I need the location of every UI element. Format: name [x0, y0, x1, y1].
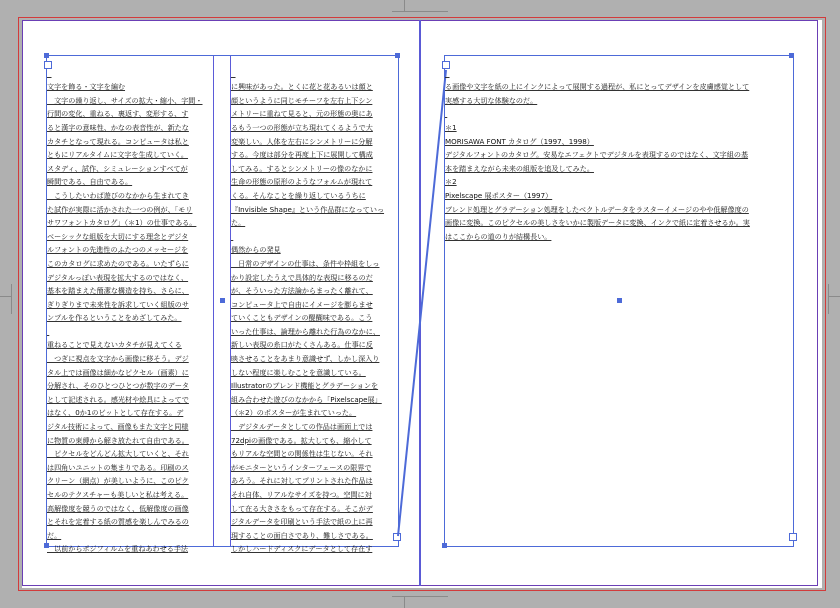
- text-line: いった仕事は、論理から離れた行為のなかに、: [231, 326, 380, 336]
- text-line: ブレンド処理とグラデーション処理をしたベクトルデータをラスターイメージのやや低解像度の: [445, 204, 749, 214]
- text-line: [47, 325, 213, 339]
- text-line: ると漢字の意味性、かなの表音性が、新たな: [47, 122, 189, 132]
- text-line: に興味があった。とくに花と花あるいは顔と: [231, 82, 373, 92]
- text-line: して在る大きさをもって存在する。そこがデ: [231, 503, 373, 513]
- text-line: カタチとなって現れる。コンピュータは私と: [47, 136, 189, 146]
- text-line: 顔というように同じモチーフを左右上下シン: [231, 95, 373, 105]
- text-line: クリーン（網点）が美しいように、このピク: [47, 476, 189, 486]
- text-line: 行間の変化、重ねる、裏返す、変形する、す: [47, 109, 189, 119]
- text-line: 現することの面白さであり、難しさである。: [231, 530, 373, 540]
- crop-mark: [828, 284, 829, 314]
- text-line: 新しい表現の糸口がたくさんある。仕事に反: [231, 340, 373, 350]
- text-line: 文字の繰り返し、サイズの拡大・縮小、字間・: [47, 95, 203, 105]
- frame-handle[interactable]: [220, 298, 225, 303]
- text-line: もリアルな空間との関係性は生じない。それ: [231, 449, 373, 459]
- text-line: 本を踏まえながら未来の組版を追及してみた。: [445, 163, 594, 173]
- text-line: MORISAWA FONT カタログ（1997、1998）: [445, 136, 594, 146]
- text-line: ンプルを作るということをめざしてみた。: [47, 313, 182, 323]
- text-line: ピクセルをどんどん拡大していくと、それ: [47, 449, 189, 459]
- text-line: つぎに視点を文字から画像に移そう。デジ: [47, 354, 189, 364]
- text-line: くる。そんなことを繰り返しているうちに: [231, 190, 366, 200]
- text-line: ルフォントの先進性のふたつのメッセージを: [47, 245, 189, 255]
- text-line: はここからの道のりが結構長い。: [445, 231, 552, 241]
- text-line: はなく、0か1のビットとして存在する。デ: [47, 408, 184, 418]
- text-line: 生命の形態の原形のようなフォルムが現れて: [231, 177, 373, 187]
- text-line: 『Invisible Shape』という作品群になっていっ: [231, 204, 385, 214]
- text-line: る画像や文字を紙の上にインクによって展開する過程が、私にとってデザインを皮膚感覚として: [445, 82, 750, 92]
- text-line: た試作が実際に活かされた一つの例が、「モリ: [47, 204, 193, 214]
- text-line: に物質の束縛から解き放たれて自由である。: [47, 435, 189, 445]
- text-line: 高解像度を競うのではなく、低解像度の画像: [47, 503, 189, 513]
- text-line: このカタログに求めたのである。いたずらに: [47, 258, 189, 268]
- text-line: た。: [231, 218, 246, 228]
- text-line: しかしハードディスクにデータとして存在す: [231, 544, 373, 554]
- text-line: しない程度に楽しむことを意識している。: [231, 367, 366, 377]
- text-line: 実感する大切な体験なのだ。: [445, 95, 538, 105]
- text-line: Illustratorのブレンド機能とグラデーションを: [231, 381, 379, 391]
- out-port[interactable]: [789, 533, 797, 541]
- text-line: 組み合わせた遊びのなかから「Pixelscape展」: [231, 394, 382, 404]
- crop-mark: [828, 296, 840, 297]
- text-line: スタディ、試作、シミュレーションすべてが: [47, 163, 188, 173]
- text-line: が、そういった方法論からまったく離れて、: [231, 286, 373, 296]
- text-line: [231, 230, 397, 244]
- text-thread: [390, 60, 450, 540]
- text-line: がモニターというインターフェースの限界で: [231, 462, 372, 472]
- text-line: コンピュータ上で自由にイメージを膨らませ: [231, 299, 373, 309]
- text-line: デジタルデータとしての作品は画面上では: [231, 422, 373, 432]
- text-line: ジタル技術によって、画像もまた文字と同様: [47, 422, 189, 432]
- column-2-text[interactable]: [231, 53, 397, 554]
- text-line: 重ねることで見えないカタチが見えてくる: [47, 340, 182, 350]
- crop-mark: [392, 596, 448, 597]
- text-line: 偶然からの発見: [231, 245, 281, 255]
- text-line: 分解され、そのひとつひとつが数字のデータ: [47, 381, 190, 391]
- text-line: ジタルデータを印刷という手法で紙の上に再: [231, 517, 373, 527]
- text-line: セルのテクスチャーも美しいと私は考える。: [47, 490, 189, 499]
- text-line: として記述される。感光材や絵具によってで: [47, 394, 189, 404]
- column-3-text[interactable]: [445, 53, 793, 353]
- text-line: タル上では画像は細かなピクセル（画素）に: [47, 367, 189, 377]
- text-line: してみる。するとシンメトリーの像のなかに: [231, 163, 373, 173]
- text-line: かり設定したうえで具体的な表現に移るのだ: [231, 272, 373, 282]
- text-line: デジタルフォントのカタログ。安易なエフェクトでデジタルを表現するのではなく、文字組の基: [445, 150, 749, 160]
- text-line: メトリーに重ねて見ると、元の形態の奥にあ: [231, 109, 373, 119]
- text-line: する。今度は部分を再度上下に展開して構成: [231, 150, 373, 160]
- text-line: 画像に変換。このピクセルの美しさをいかに製版データに変換、インクで紙に定着させるか。実: [445, 218, 750, 228]
- frame-handle[interactable]: [442, 543, 447, 548]
- text-line: とそれを定着する紙の質感を楽しんでみるの: [47, 517, 189, 527]
- text-line: こうしたいわば遊びのなかから生まれてき: [47, 190, 189, 200]
- text-line: あろう。それに対してプリントされた作品は: [231, 476, 373, 486]
- text-line: [445, 107, 793, 121]
- text-line: るもう一つの形態が立ち現れてくるようで大: [231, 122, 373, 132]
- text-line: 文字を飾る・文字を編む: [47, 82, 126, 92]
- text-line: 基本を踏まえた簡潔な構造を持ち、さらに、: [47, 286, 189, 296]
- column-1-text[interactable]: [47, 53, 213, 554]
- text-line: デジタルっぽい表現を拡大するのではなく、: [47, 272, 189, 282]
- text-line: （＊2）のポスターが生まれていった。: [231, 408, 357, 418]
- text-line: それ自体、リアルなサイズを持つ。空間に対: [231, 490, 372, 499]
- text-line: 72dpiの画像である。拡大しても、縮小して: [231, 435, 372, 445]
- text-line: ＊2: [445, 177, 457, 187]
- text-line: ぎりぎりまで未来性を訴求していく組版のサ: [47, 299, 189, 309]
- text-line: ていくこともデザインの醍醐味である。こう: [231, 313, 373, 323]
- text-line: サワフォントカタログ」（＊1）の仕事である。: [47, 218, 197, 228]
- text-line: 以前からポジフィルムを重ねあわせる手法: [47, 544, 189, 554]
- text-line: ベーシックな組版を大切にする理念とデジタ: [47, 231, 189, 241]
- text-line: 瞬間である、自由である。: [47, 177, 133, 187]
- crop-mark: [392, 11, 448, 12]
- text-line: 日常のデザインの仕事は、条件や枠組をしっ: [231, 258, 380, 268]
- text-line: 変楽しい。人体を左右にシンメトリーに分解: [231, 136, 373, 146]
- crop-mark: [404, 596, 405, 608]
- text-line: だ。: [47, 530, 62, 540]
- text-line: ＊1: [445, 122, 457, 132]
- text-line: ともにリアルタイムに文字を生成していく。: [47, 150, 189, 160]
- text-line: は四角いユニットの集まりである。印刷のス: [47, 462, 189, 472]
- crop-mark: [11, 284, 12, 314]
- text-line: 映させることをあまり意識せず、しかし深入り: [231, 354, 380, 364]
- text-line: Pixelscape 展ポスター（1997）: [445, 190, 553, 200]
